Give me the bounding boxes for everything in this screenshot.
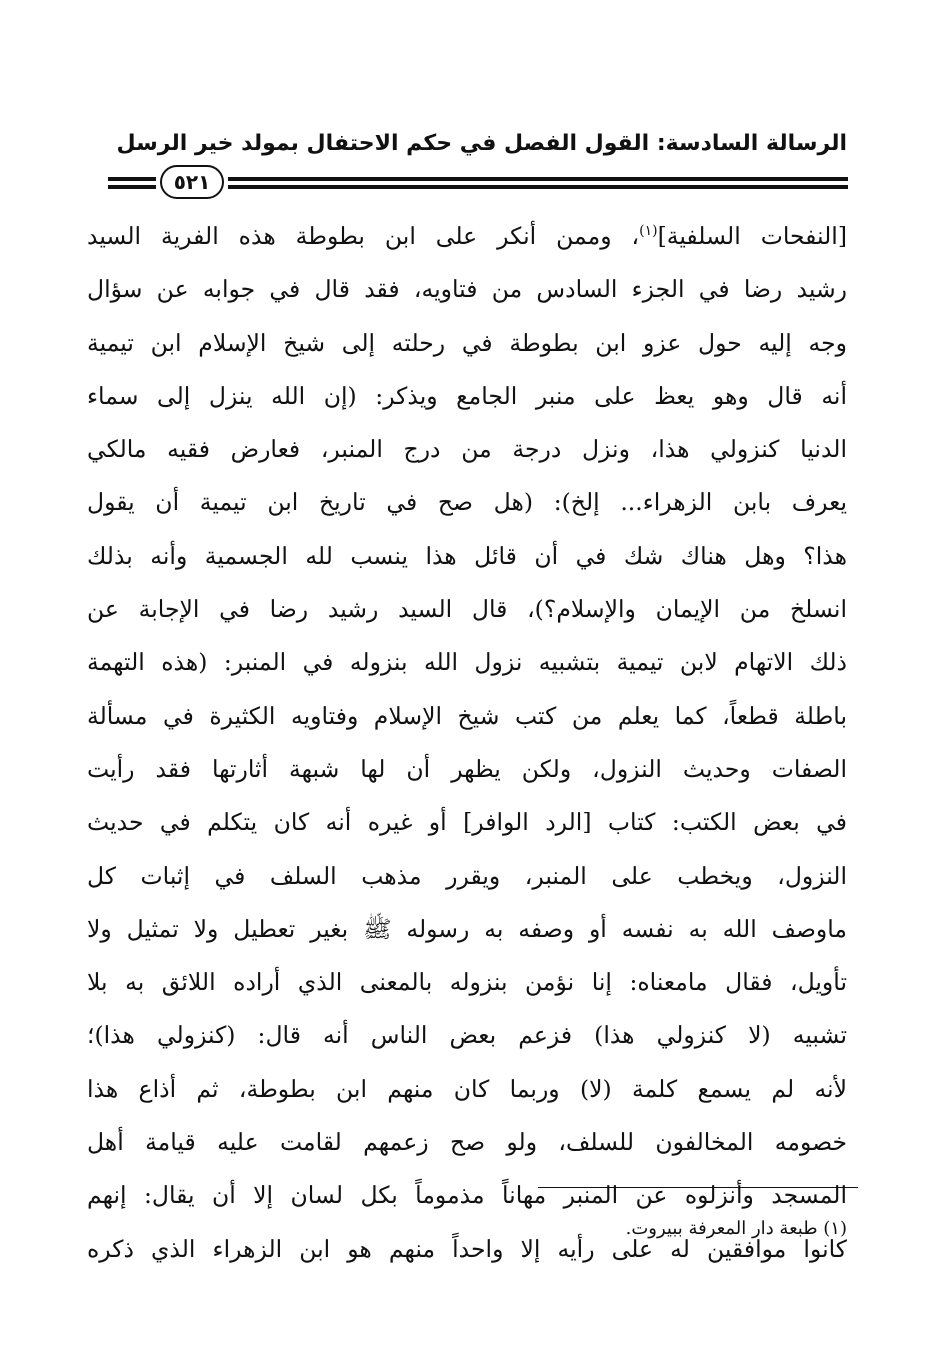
text-line-2: رشيد رضا في الجزء السادس من فتاويه، فقد قال في جوابه عن سؤال — [87, 275, 847, 304]
text-line-17: لأنه لم يسمع كلمة (لا) وربما كان منهم ابن بطوطة، ثم أذاع هذا — [87, 1074, 847, 1103]
header-rule-right — [228, 177, 848, 189]
footnote-separator — [538, 1187, 858, 1188]
text-line-8: انسلخ من الإيمان والإسلام؟)، قال السيد رشيد رضا في الإجابة عن — [87, 595, 847, 624]
text-line-13: النزول، ويخطب على المنبر، ويقرر مذهب السلف في إثبات كل — [87, 861, 847, 890]
text-line-20: كانوا موافقين له على رأيه إلا واحداً منهم هو ابن الزهراء الذي ذكره — [87, 1234, 847, 1263]
footnote-ref: (١) — [639, 223, 658, 240]
header-rule-left — [108, 177, 156, 189]
text-line-15: تأويل، فقال مامعناه: إنا نؤمن بنزوله بالمعنى الذي أراده اللائق به بلا — [87, 968, 847, 997]
text-line-18: خصومه المخالفون للسلف، ولو صح زعمهم لقامت عليه قيامة أهل — [87, 1128, 847, 1157]
text-line-14: ماوصف الله به نفسه أو وصفه به رسوله ﷺ بغير تعطيل ولا تمثيل ولا — [87, 914, 847, 943]
text-line-5: الدنيا كنزولي هذا، ونزل درجة من درج المنبر، فعارض فقيه مالكي — [87, 435, 847, 464]
text-line-1-end: ، وممن أنكر على ابن بطوطة هذه الفرية السيد — [87, 222, 640, 250]
text-line-3: وجه إليه حول عزو ابن بطوطة في رحلته إلى شيخ الإسلام ابن تيمية — [87, 328, 847, 357]
footnote — [247, 1218, 847, 1239]
text-line-4: أنه قال وهو يعظ على منبر الجامع ويذكر: (إن الله ينزل إلى سماء — [87, 381, 847, 410]
text-line-12: في بعض الكتب: كتاب [الرد الوافر] أو غيره أنه كان يتكلم في حديث — [87, 808, 847, 837]
body-text — [87, 210, 847, 1276]
text-line-1 — [87, 210, 847, 263]
text-line-7: هذا؟ وهل هناك شك في أن قائل هذا ينسب لله الجسمية وأنه بذلك — [87, 541, 847, 570]
footnote-text: طبعة دار المعرفة ببيروت. — [625, 1218, 818, 1239]
text-line-16: تشبيه (لا كنزولي هذا) فزعم بعض الناس أنه قال: (كنزولي هذا)؛ — [87, 1021, 847, 1050]
text-line-10: باطلة قطعاً، كما يعلم من كتب شيخ الإسلام وفتاويه الكثيرة في مسألة — [87, 701, 847, 730]
text-line-9: ذلك الاتهام لابن تيمية بتشبيه نزول الله بنزوله في المنبر: (هذه التهمة — [87, 648, 847, 677]
footnote-marker: (١) — [823, 1218, 847, 1239]
text-line-1-start: [النفحات السلفية] — [657, 222, 847, 250]
page-number: ٥٢١ — [160, 165, 224, 199]
text-line-11: الصفات وحديث النزول، ولكن يظهر أن لها شبهة أثارتها فقد رأيت — [87, 754, 847, 783]
text-line-19: المسجد وأنزلوه عن المنبر مهاناً مذموماً بكل لسان إلا أن يقال: إنهم — [87, 1181, 847, 1210]
text-line-6: يعرف بابن الزهراء... إلخ): (هل صح في تاريخ ابن تيمية أن يقول — [87, 488, 847, 517]
running-title: الرسالة السادسة: القول الفصل في حكم الاحتفال بمولد خير الرسل — [116, 131, 847, 156]
header-rule — [108, 163, 848, 203]
